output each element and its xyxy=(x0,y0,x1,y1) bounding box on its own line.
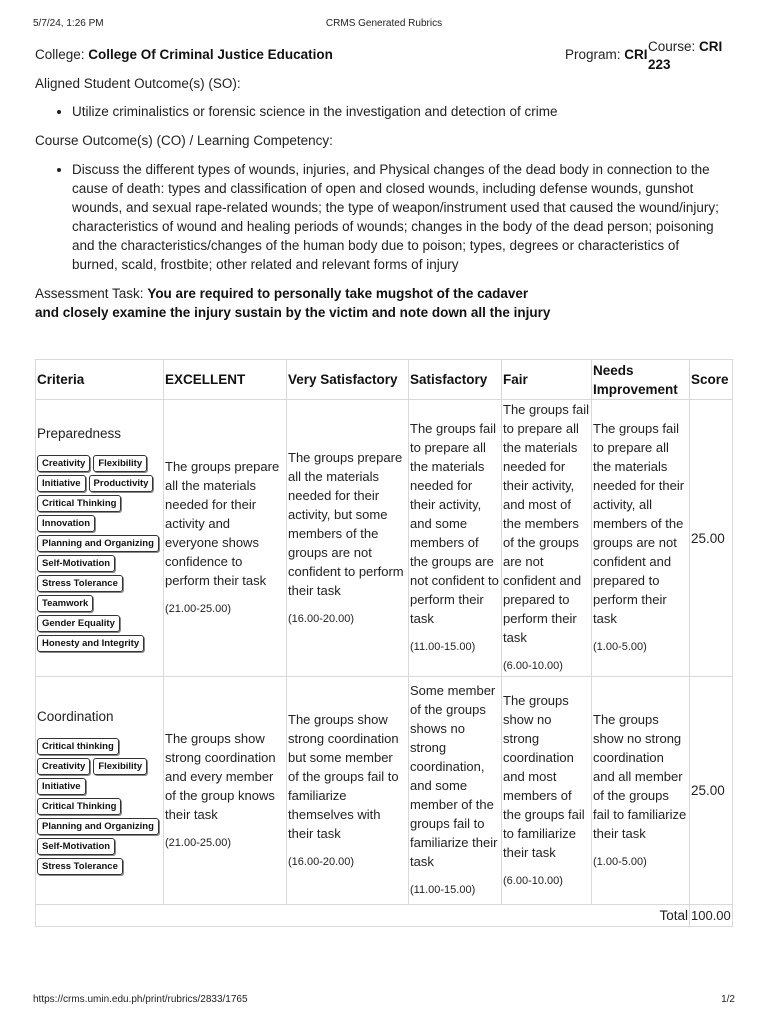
program-info xyxy=(565,47,648,62)
level-very-satisfactory-cell xyxy=(287,677,409,905)
level-range: (11.00-15.00) xyxy=(410,641,476,653)
level-range: (21.00-25.00) xyxy=(165,603,232,615)
level-description: The groups prepare all the materials needed for their activity and everyone shows confidence to perform their task xyxy=(165,459,280,588)
level-very-satisfactory-cell xyxy=(287,400,409,677)
level-needs-improvement-cell xyxy=(592,677,690,905)
program-value: CRI xyxy=(624,47,648,62)
level-description: The groups fail to prepare all the materials needed for their activity, and most of the members of the groups are not confident and prepared to perform their task xyxy=(503,402,589,645)
meta-row xyxy=(35,39,734,74)
level-satisfactory-cell xyxy=(409,400,502,677)
assessment-text: You are required to personally take mugshot of the cadaver and closely examine the injury sustain by the victim and note down all the injury xyxy=(35,286,551,320)
level-description: The groups show strong coordination but some member of the groups fail to familiarize themselves with their task xyxy=(288,711,399,841)
tag-gender-equality: Gender Equality xyxy=(37,615,120,632)
course-value: CRI 223 xyxy=(648,39,723,72)
tag-stress-tolerance: Stress Tolerance xyxy=(37,858,123,875)
score-value: 25.00 xyxy=(691,783,725,798)
so-heading: Aligned Student Outcome(s) (SO): xyxy=(35,76,241,91)
level-fair-cell xyxy=(502,400,592,677)
header-very-satisfactory: Very Satisfactory xyxy=(287,360,409,400)
tag-critical-thinking: Critical thinking xyxy=(37,738,119,755)
tag-flexibility: Flexibility xyxy=(93,455,147,472)
level-description: The groups show strong coordination and every member of the group knows their task xyxy=(165,730,276,822)
tag-initiative: Initiative xyxy=(37,778,86,795)
tag-creativity: Creativity xyxy=(37,758,90,775)
course-label: Course: xyxy=(648,39,696,54)
tag-creativity: Creativity xyxy=(37,455,90,472)
tag-critical-thinking: Critical Thinking xyxy=(37,495,121,512)
tag-self-motivation: Self-Motivation xyxy=(37,555,115,572)
criterion-cell xyxy=(36,400,164,677)
college-info xyxy=(35,47,333,62)
level-range: (1.00-5.00) xyxy=(593,855,647,868)
level-needs-improvement-cell xyxy=(592,400,690,677)
level-range: (1.00-5.00) xyxy=(593,641,647,653)
score-value: 25.00 xyxy=(691,530,725,546)
level-range: (16.00-20.00) xyxy=(288,612,355,625)
total-label: Total xyxy=(659,908,688,923)
tag-self-motivation: Self-Motivation xyxy=(37,838,115,855)
assessment-task xyxy=(35,284,555,322)
header-score: Score xyxy=(690,360,733,400)
level-range: (21.00-25.00) xyxy=(165,836,232,849)
page-url: https://crms.umin.edu.ph/print/rubrics/2833/1765 xyxy=(33,994,248,1005)
tag-critical-thinking: Critical Thinking xyxy=(37,798,121,815)
rubric-header-row xyxy=(36,360,733,400)
competency-tags xyxy=(37,738,162,875)
header-satisfactory: Satisfactory xyxy=(409,360,502,400)
tag-stress-tolerance: Stress Tolerance xyxy=(37,575,123,592)
program-label: Program: xyxy=(565,47,621,62)
tag-productivity: Productivity xyxy=(89,475,154,492)
level-range: (11.00-15.00) xyxy=(410,884,476,896)
level-fair-cell xyxy=(502,677,592,905)
assessment-label: Assessment Task: xyxy=(35,286,144,301)
level-excellent-cell xyxy=(164,400,287,677)
level-description: The groups show no strong coordination and all member of the groups fail to familiarize their task xyxy=(593,711,687,841)
level-range: (6.00-10.00) xyxy=(503,660,563,672)
total-label-cell xyxy=(36,905,690,927)
print-footer xyxy=(33,994,735,1008)
rubric-total-row xyxy=(36,905,733,927)
co-item: Discuss the different types of wounds, injuries, and Physical changes of the dead body in connection to the cause of death: types and classification of open and closed wounds, including defense wounds, gunshot wounds, and sexual rape-related wounds; the type of weapon/instrument used that caused the wound/injury; characteristics of wound and healing periods of wounds; changes in the body of the dead person; poisoning and the characteristics/changes of the human body due to poison; types, degrees or characteristics of burned, scald, frostbite; other related and relevant forms of injury xyxy=(55,160,728,274)
rubric-row-preparedness xyxy=(36,400,733,677)
header-excellent: EXCELLENT xyxy=(164,360,287,400)
tag-flexibility: Flexibility xyxy=(93,758,147,775)
level-excellent-cell xyxy=(164,677,287,905)
print-header xyxy=(33,18,735,32)
so-item: Utilize criminalistics or forensic science in the investigation and detection of crime xyxy=(55,102,728,121)
level-description: Some member of the groups shows no strong coordination, and some member of the groups fail to familiarize their task xyxy=(410,683,498,869)
tag-honesty-and-integrity: Honesty and Integrity xyxy=(37,635,144,652)
competency-tags xyxy=(37,455,162,652)
tag-innovation: Innovation xyxy=(37,515,95,532)
total-value-cell xyxy=(690,905,733,927)
tag-teamwork: Teamwork xyxy=(37,595,93,612)
level-satisfactory-cell xyxy=(409,677,502,905)
criterion-name: Preparedness xyxy=(37,426,122,441)
co-list xyxy=(55,160,728,274)
level-description: The groups show no strong coordination and most members of the groups fail to familiarize their task xyxy=(503,692,585,860)
college-value: College Of Criminal Justice Education xyxy=(88,47,333,62)
tag-planning-and-organizing: Planning and Organizing xyxy=(37,535,159,552)
score-cell xyxy=(690,400,733,677)
header-criteria: Criteria xyxy=(36,360,164,400)
co-heading: Course Outcome(s) (CO) / Learning Competency: xyxy=(35,133,333,148)
print-date: 5/7/24, 1:26 PM xyxy=(33,18,104,29)
college-label: College: xyxy=(35,47,85,62)
tag-planning-and-organizing: Planning and Organizing xyxy=(37,818,159,835)
level-description: The groups fail to prepare all the materials needed for their activity, all members of the groups are not confident and prepared to perform their task xyxy=(593,421,685,626)
so-list xyxy=(55,102,728,121)
level-description: The groups fail to prepare all the materials needed for their activity, and some members of the groups are not confident to perform their task xyxy=(410,421,499,626)
course-info xyxy=(648,38,738,74)
page-number: 1/2 xyxy=(721,994,735,1005)
header-fair: Fair xyxy=(502,360,592,400)
score-cell xyxy=(690,677,733,905)
level-range: (6.00-10.00) xyxy=(503,874,563,887)
rubric-table xyxy=(35,359,733,927)
level-range: (16.00-20.00) xyxy=(288,855,355,868)
header-needs-improvement: Needs Improvement xyxy=(592,360,690,400)
tag-initiative: Initiative xyxy=(37,475,86,492)
rubric-row-coordination xyxy=(36,677,733,905)
criterion-cell xyxy=(36,677,164,905)
document-title: CRMS Generated Rubrics xyxy=(325,18,443,29)
total-value: 100.00 xyxy=(691,908,731,923)
criterion-name: Coordination xyxy=(37,708,114,724)
level-description: The groups prepare all the materials needed for their activity, but some members of the groups are not confident to perform their task xyxy=(288,449,404,598)
